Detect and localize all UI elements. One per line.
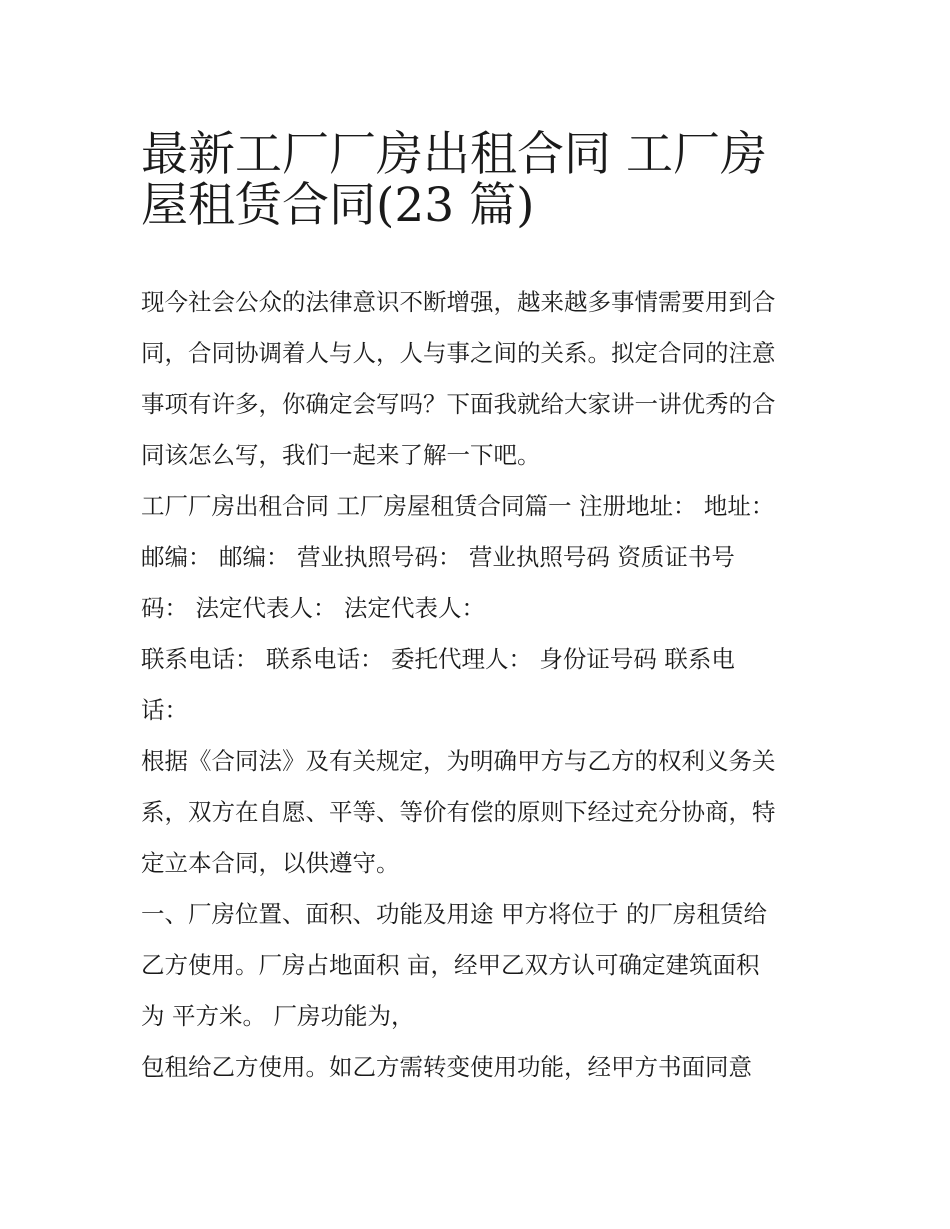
- text-line: 现今社会公众的法律意识不断增强，越来越多事情需要用到合: [141, 288, 776, 316]
- paragraph-usage: [141, 1042, 821, 1093]
- text-line: 系，双方在自愿、平等、等价有偿的原则下经过充分协商，特: [141, 798, 776, 826]
- text-line: 工厂厂房出租合同 工厂房屋租赁合同篇一 注册地址： 地址：: [141, 492, 775, 520]
- text-line: 邮编： 邮编： 营业执照号码： 营业执照号码 资质证书号: [141, 543, 735, 571]
- text-line: 同，合同协调着人与人，人与事之间的关系。拟定合同的注意: [141, 339, 776, 367]
- paragraph-intro: [141, 277, 821, 481]
- document-title: [141, 118, 821, 233]
- text-line: 乙方使用。厂房占地面积 亩，经甲乙双方认可确定建筑面积: [141, 951, 760, 979]
- document-body: [141, 277, 821, 1093]
- title-line: 最新工厂厂房出租合同 工厂房: [141, 127, 767, 182]
- paragraph-section-one: [141, 889, 821, 1042]
- text-line: 一、厂房位置、面积、功能及用途 甲方将位于 的厂房租赁给: [141, 900, 767, 928]
- paragraph-contacts: [141, 634, 821, 736]
- text-line: 同该怎么写，我们一起来了解一下吧。: [141, 441, 541, 469]
- text-line: 事项有许多，你确定会写吗？下面我就给大家讲一讲优秀的合: [141, 390, 776, 418]
- text-line: 码： 法定代表人： 法定代表人：: [141, 594, 485, 622]
- title-line: 屋租赁合同(23 篇): [141, 178, 535, 233]
- text-line: 话：: [141, 696, 188, 724]
- text-line: 定立本合同，以供遵守。: [141, 849, 400, 877]
- text-line: 根据《合同法》及有关规定，为明确甲方与乙方的权利义务关: [141, 747, 776, 775]
- text-line: 联系电话： 联系电话： 委托代理人： 身份证号码 联系电: [141, 645, 735, 673]
- paragraph-basis: [141, 736, 821, 889]
- text-line: 为 平方米。 厂房功能为，: [141, 1002, 415, 1030]
- text-line: 包租给乙方使用。如乙方需转变使用功能，经甲方书面同意: [141, 1053, 752, 1081]
- paragraph-parties: [141, 481, 821, 634]
